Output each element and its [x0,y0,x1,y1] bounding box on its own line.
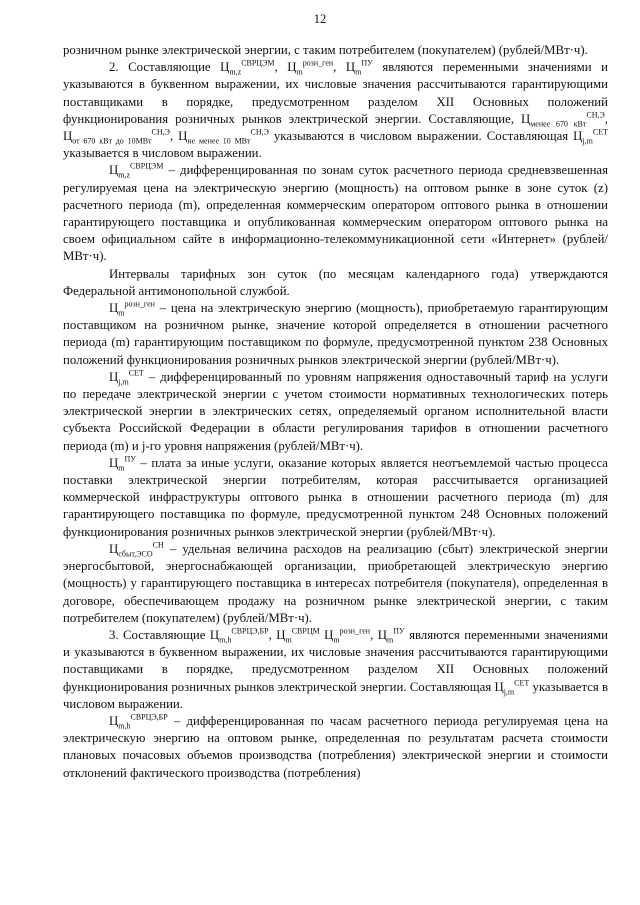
symbol-superscript: СЕТ [592,127,608,137]
symbol-subscript: m [386,635,394,645]
symbol-subscript: m [333,635,340,645]
symbol-superscript: ПУ [124,454,136,464]
text-run: , [370,627,378,642]
price-symbol [109,540,164,559]
symbol-subscript: j,m [118,377,129,387]
symbol-subscript: от 670 кВт до 10МВт [72,136,152,146]
symbol-base: Ц [324,627,334,642]
symbol-base: Ц [63,129,73,144]
paragraph-p8 [63,627,608,713]
symbol-superscript: СН,Э [250,127,269,137]
symbol-base: Ц [109,163,119,178]
price-symbol [520,110,605,129]
text-run: 3. Составляющие [109,627,210,642]
text-run: являются переменными значениями и указываются в буквенном выражении, их числовые значения рассчитываются гарантирующими поставщиками в порядке, предусмотренном разделом XII Основных положений функционирования розничных рынков электрической энергии. Составляющая [63,627,608,694]
symbol-subscript: j,m [582,136,593,146]
symbol-base: Ц [178,129,188,144]
text-run: , [604,111,608,126]
symbol-superscript: розн_ген [339,626,371,636]
symbol-superscript: СВРЦМ [291,626,320,636]
symbol-superscript: СВРЦЭ,БР [130,712,168,722]
symbol-base: Ц [520,111,531,126]
text-run: – дифференцированный по уровням напряжения одноставочный тариф на услуги по передаче электрической энергии с учетом стоимости нормативных технологических потерь электрической энергии в электрических сетях, определяемый органом исполнительной власти субъекта Российской Федерации в области регулирования тарифов в отношении расчетного периода (m) и j-го уровня напряжения (рублей/МВт·ч). [63,369,608,453]
symbol-base: Ц [109,541,119,556]
text-run: – удельная величина расходов на реализацию (сбыт) электрической энергии энергосбытовой, энергоснабжающей организации, приобретающей электрическую энергию (мощность) у гарантирующего поставщика в интересах потребителя (покупателя), определенная в договоре, обеспечивающем продажу на розничном рынке электрической энергии, с таким потребителем (покупателем) (рублей/МВт·ч). [63,541,608,625]
price-symbol [109,368,144,387]
paragraph-p7 [63,541,608,627]
paragraph-p6 [63,455,608,541]
symbol-base: Ц [494,679,504,694]
text-run: – цена на электрическую энергию (мощность), приобретаемую гарантирующим поставщиком на розничном рынке, значение которой определяется в отношении расчетного периода (m) гарантирующим поставщиком по формуле, предусмотренной пунктом 238 Основных положений функционирования розничных рынков электрической энергии (рублей/МВт·ч). [63,301,608,367]
symbol-superscript: ПУ [393,626,405,636]
price-symbol [109,299,155,318]
symbol-subscript: менее 670 кВт [530,119,587,129]
text-run: 2. Составляющие [109,60,221,75]
text-run: указываются в числовом выражении. Составляющая [268,129,574,144]
symbol-base: Ц [377,627,387,642]
symbol-subscript: m,z [118,170,131,180]
text-run: – дифференцированная по зонам суток расчетного периода средневзвешенная регулируемая цена на электрическую энергию (мощность) на оптовом рынке в зоне суток (z) расчетного периода (m), определенная коммерческим оператором оптового рынка в отношении гарантирующего поставщика и опубликованная коммерческим оператором оптового рынка на своем официальном сайте в информационно-телекоммуникационной сети «Интернет» (рублей/МВт·ч). [63,163,608,264]
symbol-subscript: m [296,67,303,77]
symbol-base: Ц [109,369,119,384]
symbol-base: Ц [109,713,119,728]
text-run: указывается в числовом выражении. [63,146,262,161]
price-symbol [287,58,334,77]
price-symbol [324,626,371,645]
document-body [63,42,608,782]
price-symbol [345,58,373,77]
symbol-subscript: m,h [118,721,131,731]
symbol-subscript: не менее 10 МВт [187,136,251,146]
symbol-subscript: сбыт,ЭСО [118,549,153,559]
symbol-superscript: СВРЦЭ,БР [231,626,269,636]
paragraph-p4 [63,300,608,369]
symbol-base: Ц [109,301,119,316]
symbol-subscript: m [118,308,125,318]
price-symbol [109,162,164,180]
symbol-base: Ц [276,627,286,642]
text-run: , [274,60,288,75]
text-run: – дифференцированная по часам расчетного периода регулируемая цена на электрическую энергию на оптовом рынке, определенная по результатам расчета стоимости плановых почасовых объемов производства (потребления) электрической энергии и стоимости отклонений фактического производства (потребления) [63,713,608,780]
text-run: Интервалы тарифных зон суток (по месяцам календарного года) утверждаются Федеральной антимонопольной службой. [63,266,608,298]
page-number: 12 [313,12,327,26]
text-run: , [333,60,346,75]
symbol-superscript: СН,Э [151,127,170,137]
text-run: , [169,129,179,144]
symbol-superscript: СВРЦЭМ [130,162,164,172]
symbol-superscript: СЕТ [514,678,530,688]
price-symbol [109,712,168,731]
price-symbol [63,127,170,146]
price-symbol [276,626,320,645]
symbol-superscript: розн_ген [124,299,155,309]
symbol-superscript: СН [152,540,164,550]
symbol-base: Ц [345,60,356,75]
paragraph-p0 [63,42,608,59]
text-run: указывается в числовом выражении. [63,679,609,711]
symbol-subscript: m [355,67,362,77]
text-run: являются переменными значениями и указываются в буквенном выражении, их числовые значения рассчитываются гарантирующими поставщиками в порядке, предусмотренном разделом XII Основных положений функционирования розничных рынков электрической энергии. Составляющие, [63,60,608,126]
text-run: , [268,627,277,642]
price-symbol [220,58,275,77]
symbol-base: Ц [573,129,583,144]
symbol-superscript: ПУ [361,58,373,68]
symbol-subscript: m,h [219,635,232,645]
paragraph-p9 [63,713,608,782]
price-symbol [573,127,608,146]
symbol-superscript: розн_ген [302,58,334,68]
symbol-subscript: j,m [503,687,515,697]
price-symbol [494,678,530,697]
paragraph-p2 [63,162,608,265]
text-run: – плата за иные услуги, оказание которых является неотъемлемой частью процесса поставки электрической энергии потребителям, которая рассчитывается организацией коммерческой инфраструктуры оптового рынка в отношении расчетного периода (m) для гарантирующего поставщика по формуле, предусмотренной пунктом 248 Основных положений функционирования розничных рынков электрической энергии (рублей/МВт·ч). [63,455,608,539]
symbol-subscript: m,z [229,67,242,77]
price-symbol [178,127,269,146]
paragraph-p5 [63,369,608,455]
symbol-subscript: m [285,635,292,645]
price-symbol [209,626,269,645]
symbol-base: Ц [209,627,220,642]
symbol-superscript: СВРЦЭМ [241,58,275,68]
symbol-superscript: СН,Э [586,110,605,120]
symbol-subscript: m [118,463,125,473]
symbol-superscript: СЕТ [128,368,144,378]
price-symbol [377,626,405,645]
paragraph-p1 [63,59,608,162]
symbol-base: Ц [109,455,119,470]
price-symbol [109,454,136,473]
symbol-base: Ц [220,60,230,75]
paragraph-p3 [63,266,608,300]
symbol-base: Ц [287,60,297,75]
text-run: розничном рынке электрической энергии, с таким потребителем (покупателем) (рублей/МВт·ч). [63,43,588,57]
